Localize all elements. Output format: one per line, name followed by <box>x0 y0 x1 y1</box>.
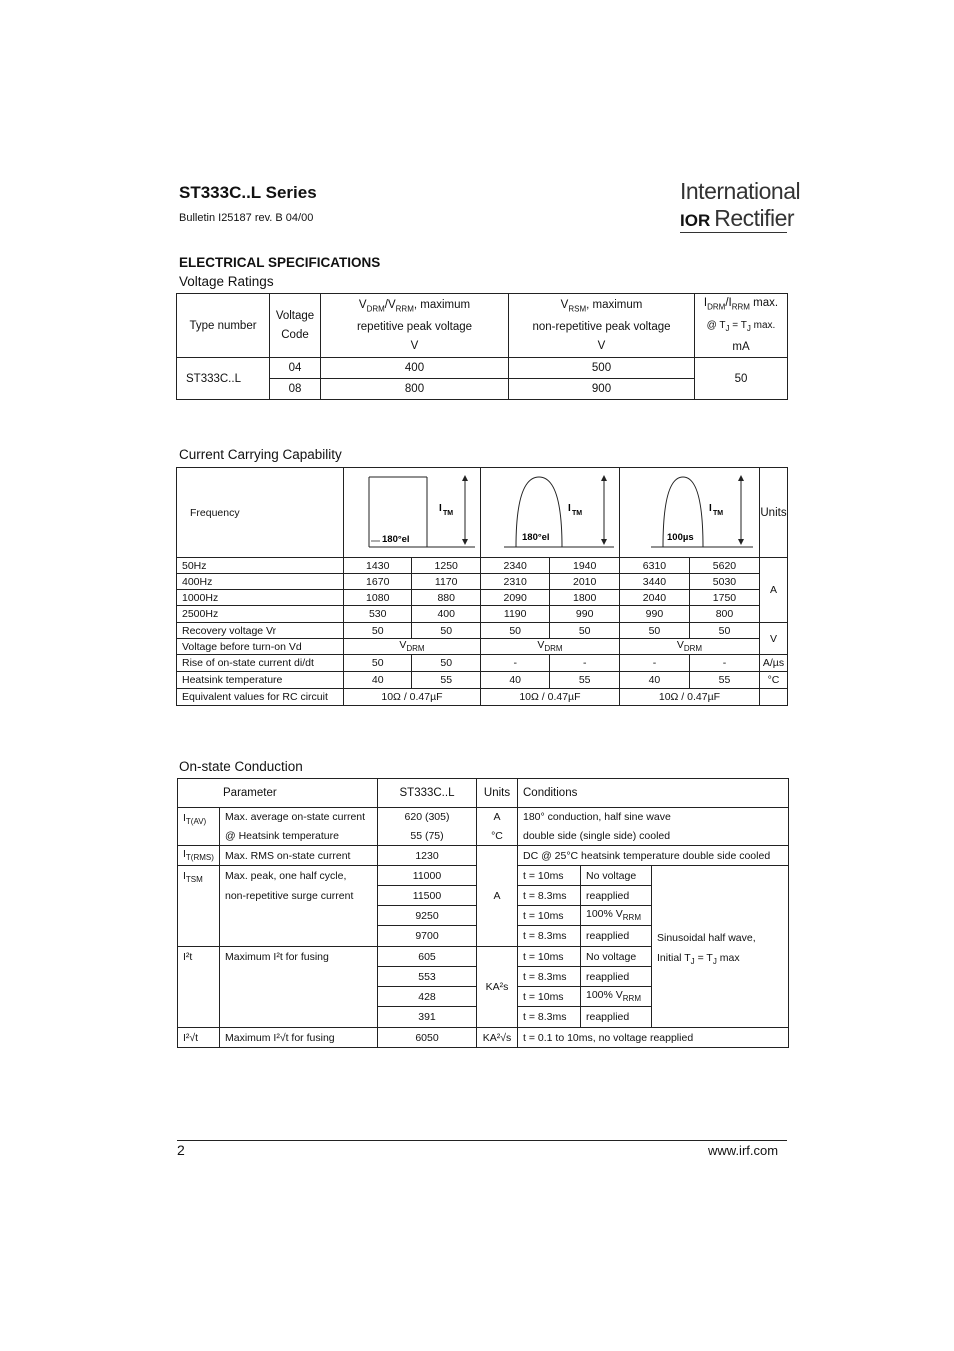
cell: 2010 <box>550 574 620 590</box>
row-label: Rise of on-state current di/dt <box>177 655 344 672</box>
cell: 50 <box>480 623 550 639</box>
page-number: 2 <box>177 1142 185 1158</box>
voltage-ratings-table <box>176 293 788 400</box>
itav-desc: Max. average on-state current <box>220 808 378 827</box>
itrms-symbol <box>178 846 220 866</box>
vrsm-cell: 500 <box>509 358 695 379</box>
itav-desc2: @ Heatsink temperature <box>220 827 378 846</box>
section-heading: ELECTRICAL SPECIFICATIONS <box>179 255 381 270</box>
itm-sub: TM <box>442 510 454 517</box>
code-cell: 04 <box>270 358 321 379</box>
cell: reapplied <box>581 886 652 906</box>
cell: 1670 <box>344 574 412 590</box>
t: V <box>399 639 407 652</box>
row-label: 400Hz <box>177 574 344 590</box>
header-type-number: Type number <box>177 294 270 358</box>
cell: 400 <box>412 606 480 623</box>
t: = T <box>694 952 713 964</box>
row-label: Recovery voltage Vr <box>177 623 344 639</box>
t: repetitive peak voltage <box>356 320 473 333</box>
cell: 1800 <box>550 590 620 606</box>
vd-cell <box>619 639 759 655</box>
cell: 50 <box>344 655 412 672</box>
cell: 40 <box>344 672 412 689</box>
unit-empty <box>759 689 787 706</box>
blank <box>220 926 378 947</box>
t: I <box>703 297 708 309</box>
s: RRM <box>731 302 750 312</box>
cell: 1430 <box>344 558 412 574</box>
cell: 50 <box>344 623 412 639</box>
cell: KA²√s <box>477 1028 518 1048</box>
t: Initial T <box>657 952 691 964</box>
vdrm-cell: 800 <box>321 379 509 400</box>
pulse-wave-icon <box>623 469 756 553</box>
rc-cell: 10Ω / 0.47µF <box>344 689 481 706</box>
t: V <box>537 639 545 652</box>
t: I <box>183 848 186 861</box>
cell: - <box>619 655 689 672</box>
cell: 55 (75) <box>378 827 477 846</box>
ior-logo-mark: IOR <box>680 211 711 230</box>
itsm-symbol <box>178 866 220 947</box>
t: V <box>358 298 367 311</box>
cell: 990 <box>550 606 620 623</box>
itsm-desc: Max. peak, one half cycle, <box>220 866 378 886</box>
s: J <box>725 324 730 334</box>
cell: 40 <box>619 672 689 689</box>
cell: 5030 <box>689 574 759 590</box>
voltage-ratings-title: Voltage Ratings <box>179 274 274 289</box>
s: DRM <box>683 644 703 654</box>
header-voltage-code <box>270 294 321 358</box>
cell: 5620 <box>689 558 759 574</box>
rc-cell: 10Ω / 0.47µF <box>480 689 619 706</box>
t: max. <box>749 297 779 309</box>
row-label: 50Hz <box>177 558 344 574</box>
t: max. <box>750 320 776 332</box>
h-code1: Voltage <box>275 309 315 322</box>
s: RSM <box>568 303 587 313</box>
header-units: Units <box>759 468 787 558</box>
s: J <box>690 957 695 967</box>
cell: °C <box>477 827 518 846</box>
cell: 55 <box>412 672 480 689</box>
footer-rule <box>177 1140 787 1141</box>
cell: 1940 <box>550 558 620 574</box>
rc-cell: 10Ω / 0.47µF <box>619 689 759 706</box>
cell: 50 <box>412 623 480 639</box>
cell: 605 <box>378 947 477 967</box>
t: V <box>597 339 606 352</box>
header-units: Units <box>477 779 518 808</box>
i2t-symbol: I²t <box>178 947 220 1028</box>
s: T(AV) <box>185 817 207 827</box>
cell: reapplied <box>581 967 652 987</box>
t <box>706 320 776 334</box>
cell: 428 <box>378 987 477 1007</box>
page-title: ST333C..L Series <box>179 183 317 202</box>
t: @ T <box>706 320 726 332</box>
s: RRM <box>622 994 641 1004</box>
cell: 880 <box>412 590 480 606</box>
row-label: Heatsink temperature <box>177 672 344 689</box>
t: , maximum <box>586 298 643 311</box>
cell: 1230 <box>378 846 477 866</box>
cell: t = 10ms <box>518 947 581 967</box>
cell: 55 <box>689 672 759 689</box>
cell: - <box>550 655 620 672</box>
cell: reapplied <box>581 926 652 947</box>
cell: 6050 <box>378 1028 477 1048</box>
t: = T <box>729 320 747 332</box>
header-device: ST333C..L <box>378 779 477 808</box>
cell: DC @ 25°C heatsink temperature double side cooled <box>518 846 789 866</box>
website-link[interactable]: www.irf.com <box>708 1143 779 1158</box>
s: DRM <box>707 302 726 312</box>
itm-label: I <box>567 503 571 514</box>
s: DRM <box>406 644 425 654</box>
current-capability-title: Current Carrying Capability <box>179 447 342 462</box>
waveform-sine-180 <box>480 468 619 558</box>
t: non-repetitive peak voltage <box>532 320 671 333</box>
s: RRM <box>622 913 641 923</box>
row-label: Voltage before turn-on Vd <box>177 639 344 655</box>
cell: 1080 <box>344 590 412 606</box>
wave-label: 180°el <box>381 534 410 545</box>
vrsm-cell: 900 <box>509 379 695 400</box>
unit-a: A <box>759 558 787 623</box>
unit-temp: °C <box>759 672 787 689</box>
bulletin-number: Bulletin I25187 rev. B 04/00 <box>179 212 314 224</box>
row-label: 2500Hz <box>177 606 344 623</box>
cell: 11000 <box>378 866 477 886</box>
s: J <box>746 324 751 334</box>
cell: A <box>477 808 518 827</box>
cell: - <box>480 655 550 672</box>
cell: t = 10ms <box>518 866 581 886</box>
cell: 530 <box>344 606 412 623</box>
sine-wave-icon <box>484 469 616 553</box>
vdrm-cell: 400 <box>321 358 509 379</box>
cell: 1170 <box>412 574 480 590</box>
on-state-title: On-state Conduction <box>179 759 303 774</box>
sinusoidal-cond <box>652 866 789 1028</box>
type-cell: ST333C..L <box>177 358 270 400</box>
cell: 55 <box>550 672 620 689</box>
cell: No voltage <box>581 947 652 967</box>
cell: double side (single side) cooled <box>518 827 789 846</box>
cell <box>581 987 652 1007</box>
i2rt-desc: Maximum I²√t for fusing <box>220 1028 378 1048</box>
vd-cell <box>480 639 619 655</box>
cell: 3440 <box>619 574 689 590</box>
cell: - <box>689 655 759 672</box>
itm-label: I <box>708 503 712 514</box>
i2t-desc: Maximum I²t for fusing <box>220 947 378 1028</box>
h-code2: Code <box>281 328 309 341</box>
unit-v: V <box>759 623 787 655</box>
s: TSM <box>185 875 203 885</box>
wave-label: 180°el <box>521 532 550 543</box>
itm-label: I <box>438 503 442 514</box>
t: V <box>560 298 569 311</box>
row-label: 1000Hz <box>177 590 344 606</box>
itsm-unit: A <box>477 846 518 947</box>
s: T(RMS) <box>185 853 214 863</box>
cell: 1190 <box>480 606 550 623</box>
t: 100% V <box>586 908 623 921</box>
itav-symbol <box>178 808 220 846</box>
t: /V <box>384 298 396 311</box>
header-idrm <box>695 294 788 358</box>
header-vrsm <box>509 294 695 358</box>
itrms-desc: Max. RMS on-state current <box>220 846 378 866</box>
on-state-table <box>177 778 789 1048</box>
i2t-unit: KA²s <box>477 947 518 1028</box>
cell: t = 8.3ms <box>518 967 581 987</box>
header-parameter: Parameter <box>178 779 378 808</box>
cell: 50 <box>619 623 689 639</box>
cell: 2340 <box>480 558 550 574</box>
cell: 800 <box>689 606 759 623</box>
cell: 2040 <box>619 590 689 606</box>
cell <box>581 906 652 926</box>
cell: 40 <box>480 672 550 689</box>
s: RRM <box>395 303 414 313</box>
row-label: Equivalent values for RC circuit <box>177 689 344 706</box>
cell: 620 (305) <box>378 808 477 827</box>
t: mA <box>732 341 750 354</box>
itsm-desc2: non-repetitive surge current <box>220 886 378 906</box>
waveform-pulse-100us <box>619 468 759 558</box>
logo-rectifier-text: Rectifier <box>714 205 795 231</box>
header-frequency: Frequency <box>177 468 344 558</box>
cell: t = 8.3ms <box>518 1007 581 1028</box>
current-capability-table <box>176 467 788 706</box>
cell: reapplied <box>581 1007 652 1028</box>
cell: 50 <box>550 623 620 639</box>
itm-sub: TM <box>571 510 583 517</box>
cell: 1750 <box>689 590 759 606</box>
cell: 11500 <box>378 886 477 906</box>
cell: 9250 <box>378 906 477 926</box>
cell: 2310 <box>480 574 550 590</box>
idrm-cell: 50 <box>695 358 788 400</box>
cell: 1250 <box>412 558 480 574</box>
waveform-rect-180 <box>344 468 481 558</box>
t: max <box>716 952 740 964</box>
t: V <box>676 639 684 652</box>
cell: 9700 <box>378 926 477 947</box>
cell: t = 10ms <box>518 906 581 926</box>
cell: 50 <box>689 623 759 639</box>
cell: t = 10ms <box>518 987 581 1007</box>
t: V <box>410 339 419 352</box>
logo-underline <box>680 232 787 233</box>
unit-didt: A/µs <box>759 655 787 672</box>
cell: 180° conduction, half sine wave <box>518 808 789 827</box>
itm-sub: TM <box>712 510 724 517</box>
i2rt-symbol: I²√t <box>178 1028 220 1048</box>
cell: 990 <box>619 606 689 623</box>
vd-cell <box>344 639 481 655</box>
cell: t = 8.3ms <box>518 926 581 947</box>
cell: No voltage <box>581 866 652 886</box>
wave-label: 100µs <box>666 532 694 543</box>
t: I <box>183 870 186 882</box>
t: , maximum <box>413 298 471 311</box>
cell: t = 0.1 to 10ms, no voltage reapplied <box>518 1028 789 1048</box>
code-cell: 08 <box>270 379 321 400</box>
s: J <box>712 957 717 967</box>
s: DRM <box>366 303 385 313</box>
header-vdrm <box>321 294 509 358</box>
blank <box>220 906 378 926</box>
rect-wave-icon <box>347 469 477 553</box>
t: I <box>183 812 186 824</box>
cell: 391 <box>378 1007 477 1028</box>
cell: 6310 <box>619 558 689 574</box>
cell: 2090 <box>480 590 550 606</box>
logo-international: International <box>680 178 801 204</box>
cell: 50 <box>412 655 480 672</box>
cell: 553 <box>378 967 477 987</box>
t: 100% V <box>586 989 623 1002</box>
s: DRM <box>544 644 563 654</box>
t: /I <box>725 297 732 309</box>
cell: t = 8.3ms <box>518 886 581 906</box>
t: Sinusoidal half wave, <box>657 932 756 944</box>
header-conditions: Conditions <box>518 779 789 808</box>
logo-rectifier <box>680 205 794 232</box>
